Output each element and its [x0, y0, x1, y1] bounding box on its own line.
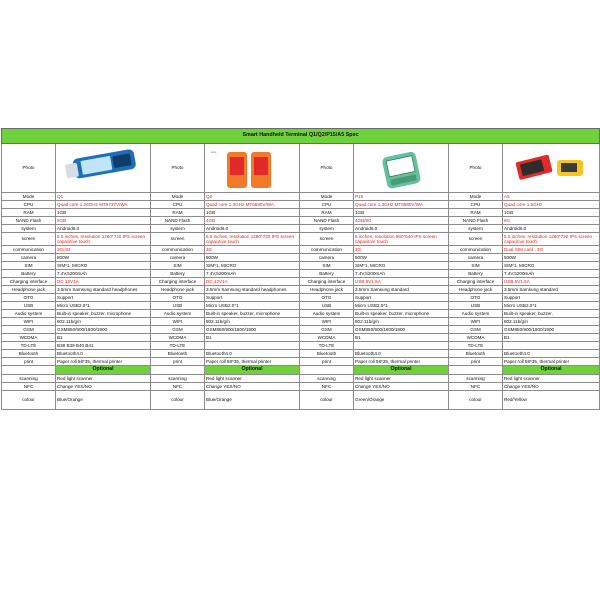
label-print-p15: print	[300, 358, 354, 366]
spec-row-ram	[2, 209, 600, 217]
value-gsm-p15: GSM850/900/1800/1900	[354, 326, 449, 334]
label-headphone-a5: Headphone jack	[449, 286, 503, 294]
spec-row-battery	[2, 270, 600, 278]
value-colour-q2: Blue/Orange	[205, 391, 300, 410]
label-cpu-q2: CPU	[151, 201, 205, 209]
optional-spacer-p15	[300, 366, 354, 375]
value-wcdma-q2: B1	[205, 334, 300, 342]
label-communication-q1: communication	[2, 246, 56, 254]
optional-label-p15: Optional	[354, 366, 449, 375]
value-usb-p15: Micro USB2.0*1	[354, 302, 449, 310]
value-nand-a5: 8G	[503, 217, 600, 225]
value-bluetooth-q1: Bluetooth4.0	[56, 350, 151, 358]
value-otg-q1: Support	[56, 294, 151, 302]
label-scanning-q1: scanning	[2, 375, 56, 383]
title-row	[2, 129, 600, 144]
spec-row-wcdma	[2, 334, 600, 342]
value-bluetooth-p15: Bluetooth4.0	[354, 350, 449, 358]
optional-spacer-q1	[2, 366, 56, 375]
label-mode-a5: Mode	[449, 193, 503, 201]
value-screen-a5: 5.5 inches, resolution 1280*720 IPS screen capacitive touch	[503, 233, 600, 246]
label-audio-a5: Audio system	[449, 310, 503, 318]
label-camera-a5: camera	[449, 254, 503, 262]
value-bluetooth-a5: Bluetooth4.0	[503, 350, 600, 358]
label-colour-q1: colour	[2, 391, 56, 410]
label-wcdma-p15: WCDMA	[300, 334, 354, 342]
label-ram-a5: RAM	[449, 209, 503, 217]
label-ram-q1: RAM	[2, 209, 56, 217]
label-print-q2: print	[151, 358, 205, 366]
value-charging-q2: DC 12V1A	[205, 278, 300, 286]
value-system-p15: Android6.0	[354, 225, 449, 233]
value-wifi-a5: 802.11b/g/n	[503, 318, 600, 326]
value-mode-p15: P15	[354, 193, 449, 201]
label-battery-q2: Battery	[151, 270, 205, 278]
label-otg-a5: OTG	[449, 294, 503, 302]
value-nfc-a5: Change YES/NO	[503, 383, 600, 391]
optional-spacer-a5	[449, 366, 503, 375]
value-headphone-q2: 3.5mm Samsung standard headphones	[205, 286, 300, 294]
value-otg-a5: Support	[503, 294, 600, 302]
spec-row-charging	[2, 278, 600, 286]
value-mode-q1: Q1	[56, 193, 151, 201]
value-charging-p15: USB 5V1.5A	[354, 278, 449, 286]
label-print-q1: print	[2, 358, 56, 366]
label-gsm-p15: GSM	[300, 326, 354, 334]
label-cpu-a5: CPU	[449, 201, 503, 209]
label-wifi-q2: WIFI	[151, 318, 205, 326]
label-usb-p15: USB	[300, 302, 354, 310]
label-gsm-q2: GSM	[151, 326, 205, 334]
label-wifi-a5: WIFI	[449, 318, 503, 326]
value-wifi-p15: 802.11b/g/n	[354, 318, 449, 326]
label-mode-p15: Mode	[300, 193, 354, 201]
label-usb-q1: USB	[2, 302, 56, 310]
label-colour-a5: colour	[449, 391, 503, 410]
label-nand-q1: NAND Flash	[2, 217, 56, 225]
value-mode-a5: A5	[503, 193, 600, 201]
label-nfc-q1: NFC	[2, 383, 56, 391]
a5-device-photo	[503, 144, 600, 193]
label-screen-p15: screen	[300, 233, 354, 246]
value-cpu-q1: Quad core 1.26GHz MT6737V/WA	[56, 201, 151, 209]
label-ram-p15: RAM	[300, 209, 354, 217]
label-nfc-q2: NFC	[151, 383, 205, 391]
value-headphone-a5: 3.5mm Samsung standard	[503, 286, 600, 294]
value-cpu-p15: Quad core 1.3GHz MT6580V/WA	[354, 201, 449, 209]
label-otg-p15: OTG	[300, 294, 354, 302]
label-audio-p15: Audio system	[300, 310, 354, 318]
value-screen-q2: 5.5 inches, resolution 1280*720 IPS screen capacitive touch	[205, 233, 300, 246]
value-screen-p15: 5 inches, resolution 960*640 IPS screen capacitive touch	[354, 233, 449, 246]
label-otg-q1: OTG	[2, 294, 56, 302]
value-camera-q1: 800W	[56, 254, 151, 262]
value-communication-a5: Dual SIM card , 3G	[503, 246, 600, 254]
photo-label-q2: Photo	[151, 144, 205, 193]
spec-row-nfc	[2, 383, 600, 391]
label-usb-q2: USB	[151, 302, 205, 310]
value-scanning-q2: Red light scanner	[205, 375, 300, 383]
spec-row-wifi	[2, 318, 600, 326]
label-system-a5: system	[449, 225, 503, 233]
value-gsm-q2: GSM850/900/1800/1900	[205, 326, 300, 334]
label-system-q1: system	[2, 225, 56, 233]
label-tdlte-p15: TD-LTE	[300, 342, 354, 350]
label-nand-q2: NAND Flash	[151, 217, 205, 225]
spec-row-tdlte	[2, 342, 600, 350]
label-wifi-p15: WIFI	[300, 318, 354, 326]
table-title: Smart Handheld Terminal Q1/Q2/P15/A5 Spec	[2, 129, 600, 144]
spec-row-scanning	[2, 375, 600, 383]
value-sim-p15: SIM*1, MICRO	[354, 262, 449, 270]
label-system-q2: system	[151, 225, 205, 233]
label-otg-q2: OTG	[151, 294, 205, 302]
value-communication-q1: 3G/4G	[56, 246, 151, 254]
value-print-a5: Paper roll 58*35, thermal printer	[503, 358, 600, 366]
value-nand-q2: 4GB	[205, 217, 300, 225]
spec-sheet	[1, 128, 599, 410]
label-print-a5: print	[449, 358, 503, 366]
label-scanning-a5: scanning	[449, 375, 503, 383]
label-tdlte-q2: TD-LTE	[151, 342, 205, 350]
value-usb-a5: Micro USB2.0*1	[503, 302, 600, 310]
label-mode-q1: Mode	[2, 193, 56, 201]
value-ram-q2: 1GB	[205, 209, 300, 217]
value-tdlte-a5	[503, 342, 600, 350]
label-system-p15: system	[300, 225, 354, 233]
value-ram-p15: 1GB	[354, 209, 449, 217]
value-tdlte-p15	[354, 342, 449, 350]
value-ram-q1: 1GB	[56, 209, 151, 217]
spec-row-print	[2, 358, 600, 366]
spec-row-nand	[2, 217, 600, 225]
label-colour-p15: colour	[300, 391, 354, 410]
value-otg-q2: Support	[205, 294, 300, 302]
value-scanning-p15: Red light scanner	[354, 375, 449, 383]
label-battery-q1: Battery	[2, 270, 56, 278]
optional-label-q2: Optional	[205, 366, 300, 375]
p15-device-photo	[354, 144, 449, 193]
spec-row-mode	[2, 193, 600, 201]
optional-header-row	[2, 366, 600, 375]
value-system-q2: Android6.0	[205, 225, 300, 233]
label-sim-a5: SIM	[449, 262, 503, 270]
value-nand-q1: 8GB	[56, 217, 151, 225]
label-wcdma-q2: WCDMA	[151, 334, 205, 342]
value-colour-a5: Red/Yellow	[503, 391, 600, 410]
label-battery-a5: Battery	[449, 270, 503, 278]
value-wifi-q1: 802.11b/g/n	[56, 318, 151, 326]
spec-row-usb	[2, 302, 600, 310]
label-communication-q2: communication	[151, 246, 205, 254]
value-print-q1: Paper roll 58*35, thermal printer	[56, 358, 151, 366]
value-sim-q2: SIM*1, MICRO	[205, 262, 300, 270]
label-headphone-p15: Headphone jack	[300, 286, 354, 294]
value-headphone-p15: 3.5mm Samsung standard	[354, 286, 449, 294]
photo-label-q1: Photo	[2, 144, 56, 193]
label-sim-q2: SIM	[151, 262, 205, 270]
label-charging-p15: Charging interface	[300, 278, 354, 286]
value-gsm-q1: GSM850/900/1800/1900	[56, 326, 151, 334]
label-sim-p15: SIM	[300, 262, 354, 270]
spec-row-otg	[2, 294, 600, 302]
value-nfc-p15: Change YES/NO	[354, 383, 449, 391]
label-audio-q1: Audio system	[2, 310, 56, 318]
value-battery-a5: 7.4V,5200mAh	[503, 270, 600, 278]
value-camera-a5: 500W	[503, 254, 600, 262]
value-scanning-q1: Red light scanner	[56, 375, 151, 383]
label-scanning-q2: scanning	[151, 375, 205, 383]
q1-device-photo	[56, 144, 151, 193]
value-wcdma-q1: B1	[56, 334, 151, 342]
label-charging-q1: Charging interface	[2, 278, 56, 286]
value-system-q1: Android6.0	[56, 225, 151, 233]
label-scanning-p15: scanning	[300, 375, 354, 383]
value-wcdma-a5: B1	[503, 334, 600, 342]
value-tdlte-q1: B38 B39 B40 B41	[56, 342, 151, 350]
spec-row-gsm	[2, 326, 600, 334]
label-camera-q2: camera	[151, 254, 205, 262]
label-communication-a5: communication	[449, 246, 503, 254]
label-nfc-p15: NFC	[300, 383, 354, 391]
label-charging-q2: Charging interface	[151, 278, 205, 286]
value-camera-q2: 800W	[205, 254, 300, 262]
spec-row-system	[2, 225, 600, 233]
label-screen-q2: screen	[151, 233, 205, 246]
q2-brand-mark: ▪▪▪▪▪	[211, 150, 217, 154]
value-sim-a5: SIM*1, MICRO	[503, 262, 600, 270]
label-gsm-q1: GSM	[2, 326, 56, 334]
label-nfc-a5: NFC	[449, 383, 503, 391]
value-battery-q1: 7.4V,5200mAh	[56, 270, 151, 278]
value-gsm-a5: GSM850/900/1800/1900	[503, 326, 600, 334]
spec-row-audio	[2, 310, 600, 318]
label-bluetooth-a5: Bluetooth	[449, 350, 503, 358]
label-communication-p15: communication	[300, 246, 354, 254]
value-print-p15: Paper roll 58*35, thermal printer	[354, 358, 449, 366]
spec-row-communication	[2, 246, 600, 254]
value-audio-p15: Built-in speaker, buzzer, microphone	[354, 310, 449, 318]
label-tdlte-q1: TD-LTE	[2, 342, 56, 350]
value-battery-p15: 7.4V,5200mAh	[354, 270, 449, 278]
value-audio-q1: Built-in speaker, buzzer, microphone	[56, 310, 151, 318]
label-headphone-q2: Headphone jack	[151, 286, 205, 294]
photo-row	[2, 144, 600, 193]
label-screen-q1: screen	[2, 233, 56, 246]
label-camera-p15: camera	[300, 254, 354, 262]
value-wifi-q2: 802.11b/g/n	[205, 318, 300, 326]
label-nand-a5: NAND Flash	[449, 217, 503, 225]
label-nand-p15: NAND Flash	[300, 217, 354, 225]
label-bluetooth-p15: Bluetooth	[300, 350, 354, 358]
label-wifi-q1: WIFI	[2, 318, 56, 326]
value-camera-p15: 500W	[354, 254, 449, 262]
spec-row-cpu	[2, 201, 600, 209]
value-otg-p15: Support	[354, 294, 449, 302]
value-charging-a5: USB 5V1.5A	[503, 278, 600, 286]
label-cpu-q1: CPU	[2, 201, 56, 209]
label-mode-q2: Mode	[151, 193, 205, 201]
value-nfc-q1: Change YES/NO	[56, 383, 151, 391]
value-communication-q2: 3G	[205, 246, 300, 254]
spec-row-colour	[2, 391, 600, 410]
value-cpu-q2: Quad core 1.3GHz MT6580V/WA	[205, 201, 300, 209]
label-cpu-p15: CPU	[300, 201, 354, 209]
spec-row-bluetooth	[2, 350, 600, 358]
value-wcdma-p15: B1	[354, 334, 449, 342]
spec-row-headphone	[2, 286, 600, 294]
value-sim-q1: SIM*1, MICRO	[56, 262, 151, 270]
label-camera-q1: camera	[2, 254, 56, 262]
label-charging-a5: Charging interface	[449, 278, 503, 286]
value-ram-a5: 1GB	[503, 209, 600, 217]
spec-row-camera	[2, 254, 600, 262]
label-headphone-q1: Headphone jack	[2, 286, 56, 294]
value-headphone-q1: 3.5mm Samsung standard headphones	[56, 286, 151, 294]
value-scanning-a5: Red light scanner	[503, 375, 600, 383]
label-bluetooth-q1: Bluetooth	[2, 350, 56, 358]
label-wcdma-q1: WCDMA	[2, 334, 56, 342]
photo-label-a5: Photo	[449, 144, 503, 193]
value-battery-q2: 7.4V,5200mAh	[205, 270, 300, 278]
label-bluetooth-q2: Bluetooth	[151, 350, 205, 358]
value-screen-q1: 5.5 inches, resolution 1280*720 IPS screen capacitive touch	[56, 233, 151, 246]
value-nand-p15: 4GB/8G	[354, 217, 449, 225]
value-mode-q2: Q2	[205, 193, 300, 201]
optional-spacer-q2	[151, 366, 205, 375]
value-bluetooth-q2: Bluetooth4.0	[205, 350, 300, 358]
spec-row-screen	[2, 233, 600, 246]
label-wcdma-a5: WCDMA	[449, 334, 503, 342]
value-print-q2: Paper roll 58*35, thermal printer	[205, 358, 300, 366]
label-gsm-a5: GSM	[449, 326, 503, 334]
label-battery-p15: Battery	[300, 270, 354, 278]
value-tdlte-q2	[205, 342, 300, 350]
label-tdlte-a5: TD-LTE	[449, 342, 503, 350]
label-colour-q2: colour	[151, 391, 205, 410]
photo-label-p15: Photo	[300, 144, 354, 193]
value-usb-q1: Micro USB2.0*1	[56, 302, 151, 310]
value-system-a5: Android6.0	[503, 225, 600, 233]
value-nfc-q2: Change YES/NO	[205, 383, 300, 391]
label-sim-q1: SIM	[2, 262, 56, 270]
value-audio-q2: Built-in speaker, buzzer, microphone	[205, 310, 300, 318]
value-colour-p15: Green/Orange	[354, 391, 449, 410]
value-audio-a5: Built-in speaker, buzzer,	[503, 310, 600, 318]
label-audio-q2: Audio system	[151, 310, 205, 318]
value-usb-q2: Micro USB2.0*1	[205, 302, 300, 310]
value-cpu-a5: Quad core 1.5GHz	[503, 201, 600, 209]
label-usb-a5: USB	[449, 302, 503, 310]
value-communication-p15: 3G	[354, 246, 449, 254]
label-screen-a5: screen	[449, 233, 503, 246]
spec-table	[1, 128, 600, 410]
optional-label-a5: Optional	[503, 366, 600, 375]
optional-label-q1: Optional	[56, 366, 151, 375]
label-ram-q2: RAM	[151, 209, 205, 217]
value-charging-q1: DC 12V1A	[56, 278, 151, 286]
value-colour-q1: Blue/Orange	[56, 391, 151, 410]
spec-row-sim	[2, 262, 600, 270]
q2-device-photo	[205, 144, 300, 193]
